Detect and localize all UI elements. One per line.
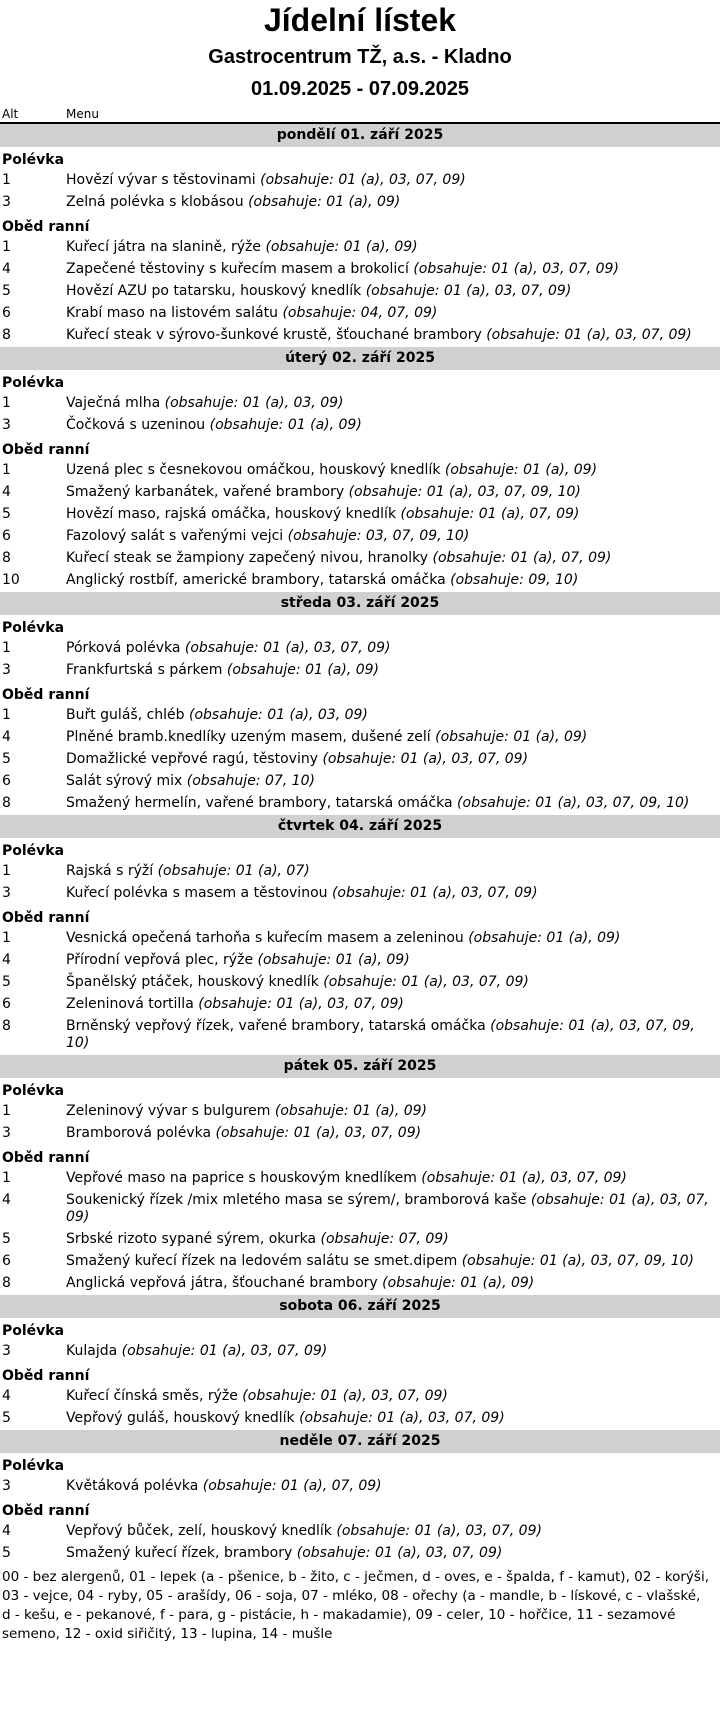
menu-item-alt: 6: [2, 773, 11, 789]
dish-name: Anglická vepřová játra, šťouchané brambory: [66, 1275, 378, 1291]
menu-item-description: [66, 327, 720, 344]
allergen-info: (obsahuje: 01 (a), 03, 07, 09): [322, 751, 529, 767]
menu-item-description: [66, 572, 720, 589]
menu-item-description: [66, 395, 720, 412]
menu-item-row: [0, 325, 720, 347]
dish-name: Kuřecí polévka s masem a těstovinou: [66, 885, 328, 901]
day-header: pondělí 01. září 2025: [0, 124, 720, 147]
menu-item-row: [0, 1386, 720, 1408]
menu-item-alt: 6: [2, 1253, 11, 1269]
allergen-info: (obsahuje: 01 (a), 03, 07, 09): [296, 1545, 503, 1561]
menu-item-alt: 6: [2, 996, 11, 1012]
column-header: [0, 104, 720, 124]
menu-item-description: [66, 1523, 720, 1540]
dish-name: Vepřový bůček, zelí, houskový knedlík: [66, 1523, 332, 1539]
dish-name: Hovězí maso, rajská omáčka, houskový knedlík: [66, 506, 397, 522]
dish-name: Zapečené těstoviny s kuřecím masem a brokolicí: [66, 261, 409, 277]
dish-name: Domažlické vepřové ragú, těstoviny: [66, 751, 318, 767]
menu-item-alt: 1: [2, 863, 11, 879]
menu-item-alt: 4: [2, 1388, 11, 1404]
dish-name: Pórková polévka: [66, 640, 181, 656]
menu-item-alt: 1: [2, 239, 11, 255]
dish-name: Kuřecí steak v sýrovo-šunkové krustě, šťouchané brambory: [66, 327, 482, 343]
column-alt-label: Alt: [2, 107, 19, 121]
menu-item-alt: 4: [2, 1523, 11, 1539]
dish-name: Vepřové maso na paprice s houskovým knedlíkem: [66, 1170, 417, 1186]
allergen-info: (obsahuje: 01 (a), 09): [248, 194, 401, 210]
allergen-info: (obsahuje: 01 (a), 07, 09): [400, 506, 580, 522]
menu-item-row: [0, 1521, 720, 1543]
menu-item-row: [0, 727, 720, 749]
menu-item-description: [66, 172, 720, 189]
menu-item-alt: 1: [2, 707, 11, 723]
menu-item-alt: 4: [2, 1192, 11, 1208]
menu-item-row: [0, 192, 720, 214]
menu-item-alt: 4: [2, 261, 11, 277]
menu-item-description: [66, 528, 720, 545]
menu-item-description: [66, 930, 720, 947]
allergen-info: (obsahuje: 01 (a), 03, 07, 09): [421, 1170, 627, 1186]
menu-item-row: [0, 1273, 720, 1295]
dish-name: Kuřecí čínská směs, rýže: [66, 1388, 238, 1404]
dish-name: Zelná polévka s klobásou: [66, 194, 244, 210]
allergen-info: (obsahuje: 01 (a), 03, 07, 09): [66, 1192, 709, 1225]
dish-name: Uzená plec s česnekovou omáčkou, houskový knedlík: [66, 462, 441, 478]
allergen-info: (obsahuje: 01 (a), 07): [157, 863, 310, 879]
category-heading: Polévka: [2, 152, 65, 168]
allergen-info: (obsahuje: 01 (a), 07, 09): [432, 550, 612, 566]
menu-item-description: [66, 1388, 720, 1405]
menu-item-row: [0, 1476, 720, 1498]
menu-item-row: [0, 570, 720, 592]
dish-name: Srbské rizoto sypané sýrem, okurka: [66, 1231, 317, 1247]
menu-item-description: [66, 283, 720, 300]
dish-name: Hovězí AZU po tatarsku, houskový knedlík: [66, 283, 362, 299]
menu-item-row: [0, 482, 720, 504]
allergen-info: (obsahuje: 01 (a), 09): [209, 417, 362, 433]
menu-item-alt: 1: [2, 172, 11, 188]
menu-item-description: [66, 974, 720, 991]
dish-name: Salát sýrový mix: [66, 773, 183, 789]
menu-item-description: [66, 239, 720, 256]
menu-item-row: [0, 771, 720, 793]
menu-item-alt: 5: [2, 974, 11, 990]
menu-item-alt: 1: [2, 1103, 11, 1119]
day-header: středa 03. září 2025: [0, 592, 720, 615]
menu-item-row: [0, 1168, 720, 1190]
dish-name: Kuřecí játra na slanině, rýže: [66, 239, 262, 255]
allergen-info: (obsahuje: 01 (a), 03, 07, 09): [336, 1523, 542, 1539]
allergen-info: (obsahuje: 01 (a), 03, 07, 09): [413, 261, 619, 277]
menu-item-alt: 8: [2, 1018, 11, 1034]
dish-name: Krabí maso na listovém salátu: [66, 305, 278, 321]
menu-item-description: [66, 305, 720, 322]
menu-item-row: [0, 705, 720, 727]
menu-item-description: [66, 550, 720, 567]
menu-item-description: [66, 707, 720, 724]
category-heading: Polévka: [2, 1323, 65, 1339]
dish-name: Bramborová polévka: [66, 1125, 212, 1141]
category-heading: Oběd ranní: [2, 219, 90, 235]
menu-item-alt: 4: [2, 484, 11, 500]
menu-item-description: [66, 1343, 720, 1360]
dish-name: Kuřecí steak se žampiony zapečený nivou, hranolky: [66, 550, 429, 566]
menu-item-alt: 4: [2, 729, 11, 745]
allergen-info: (obsahuje: 01 (a), 09): [265, 239, 418, 255]
menu-item-row: [0, 460, 720, 482]
dish-name: Brněnský vepřový řízek, vařené brambory, tatarská omáčka: [66, 1018, 486, 1034]
dish-name: Zeleninová tortilla: [66, 996, 194, 1012]
menu-item-alt: 1: [2, 930, 11, 946]
menu-item-alt: 8: [2, 795, 11, 811]
category-heading: Oběd ranní: [2, 442, 90, 458]
allergen-info: (obsahuje: 01 (a), 03, 07, 09): [299, 1410, 505, 1426]
allergen-info: (obsahuje: 07, 09): [320, 1231, 449, 1247]
menu-item-description: [66, 996, 720, 1013]
column-menu-label: Menu: [66, 107, 99, 121]
category-heading: Oběd ranní: [2, 687, 90, 703]
menu-item-row: [0, 259, 720, 281]
category-heading: Oběd ranní: [2, 910, 90, 926]
allergen-info: (obsahuje: 01 (a), 09): [257, 952, 410, 968]
allergen-info: (obsahuje: 01 (a), 03, 07, 09): [323, 974, 529, 990]
allergen-info: (obsahuje: 01 (a), 03, 07, 09): [198, 996, 404, 1012]
menu-item-description: [66, 462, 720, 479]
menu-item-row: [0, 526, 720, 548]
allergen-info: (obsahuje: 01 (a), 03, 07, 09, 10): [348, 484, 581, 500]
menu-item-row: [0, 1190, 720, 1229]
dish-name: Plněné bramb.knedlíky uzeným masem, dušené zelí: [66, 729, 431, 745]
allergen-info: (obsahuje: 01 (a), 03, 07, 09): [242, 1388, 448, 1404]
allergen-info: (obsahuje: 01 (a), 09): [468, 930, 621, 946]
dish-name: Fazolový salát s vařenými vejci: [66, 528, 284, 544]
menu-item-description: [66, 1125, 720, 1142]
menu-item-row: [0, 950, 720, 972]
dish-name: Vesnická opečená tarhoňa s kuřecím masem a zeleninou: [66, 930, 464, 946]
menu-item-alt: 8: [2, 327, 11, 343]
menu-item-row: [0, 638, 720, 660]
menu-item-alt: 1: [2, 640, 11, 656]
menu-item-alt: 5: [2, 1545, 11, 1561]
allergen-info: (obsahuje: 01 (a), 03, 07, 09, 10): [66, 1018, 695, 1051]
menu-item-alt: 8: [2, 1275, 11, 1291]
menu-item-alt: 8: [2, 550, 11, 566]
menu-item-row: [0, 1123, 720, 1145]
dish-name: Soukenický řízek /mix mletého masa se sýrem/, bramborová kaše: [66, 1192, 527, 1208]
dish-name: Smažený kuřecí řízek, brambory: [66, 1545, 293, 1561]
menu-header: [0, 0, 720, 104]
allergen-info: (obsahuje: 07, 10): [186, 773, 315, 789]
page-title: Jídelní lístek: [263, 2, 457, 38]
menu-item-alt: 1: [2, 395, 11, 411]
dish-name: Hovězí vývar s těstovinami: [66, 172, 256, 188]
menu-item-description: [66, 1192, 720, 1226]
dish-name: Smažený hermelín, vařené brambory, tatarská omáčka: [66, 795, 453, 811]
menu-item-alt: 5: [2, 283, 11, 299]
menu-item-description: [66, 194, 720, 211]
menu-item-row: [0, 415, 720, 437]
menu-item-alt: 3: [2, 1125, 11, 1141]
menu-item-row: [0, 548, 720, 570]
menu-item-alt: 4: [2, 952, 11, 968]
day-header: pátek 05. září 2025: [0, 1055, 720, 1078]
allergen-info: (obsahuje: 01 (a), 03, 07, 09): [331, 885, 538, 901]
menu-item-description: [66, 863, 720, 880]
menu-item-row: [0, 994, 720, 1016]
day-header: sobota 06. září 2025: [0, 1295, 720, 1318]
dish-name: Čočková s uzeninou: [66, 417, 206, 433]
menu-item-description: [66, 640, 720, 657]
day-header: neděle 07. září 2025: [0, 1430, 720, 1453]
dish-name: Zeleninový vývar s bulgurem: [66, 1103, 271, 1119]
menu-item-description: [66, 1478, 720, 1495]
allergen-info: (obsahuje: 01 (a), 09): [226, 662, 380, 678]
restaurant-name: Gastrocentrum TŽ, a.s. - Kladno: [208, 46, 512, 68]
menu-item-description: [66, 506, 720, 523]
category-heading: Polévka: [2, 620, 65, 636]
menu-item-row: [0, 1543, 720, 1565]
menu-item-description: [66, 1103, 720, 1120]
menu-item-row: [0, 660, 720, 682]
menu-item-row: [0, 504, 720, 526]
day-header: úterý 02. září 2025: [0, 347, 720, 370]
menu-item-row: [0, 883, 720, 905]
menu-item-description: [66, 1410, 720, 1427]
menu-item-description: [66, 773, 720, 790]
menu-item-alt: 5: [2, 506, 11, 522]
allergen-info: (obsahuje: 01 (a), 09): [382, 1275, 535, 1291]
category-heading: Oběd ranní: [2, 1368, 90, 1384]
dish-name: Smažený karbanátek, vařené brambory: [66, 484, 345, 500]
dish-name: Květáková polévka: [66, 1478, 199, 1494]
menu-item-row: [0, 1229, 720, 1251]
menu-days: [0, 124, 720, 1565]
menu-item-alt: 10: [2, 572, 20, 588]
allergen-info: (obsahuje: 04, 07, 09): [282, 305, 438, 321]
menu-item-alt: 1: [2, 1170, 11, 1186]
allergen-info: (obsahuje: 01 (a), 03, 07, 09): [260, 172, 466, 188]
dish-name: Frankfurtská s párkem: [66, 662, 223, 678]
menu-item-row: [0, 393, 720, 415]
menu-item-row: [0, 1251, 720, 1273]
day-header: čtvrtek 04. září 2025: [0, 815, 720, 838]
menu-item-row: [0, 793, 720, 815]
menu-item-row: [0, 303, 720, 325]
menu-item-alt: 3: [2, 1343, 11, 1359]
menu-item-alt: 3: [2, 1478, 11, 1494]
menu-item-description: [66, 751, 720, 768]
dish-name: Kulajda: [66, 1343, 118, 1359]
dish-name: Přírodní vepřová plec, rýže: [66, 952, 254, 968]
allergen-info: (obsahuje: 01 (a), 03, 07, 09, 10): [461, 1253, 694, 1269]
menu-item-row: [0, 237, 720, 259]
menu-item-description: [66, 1275, 720, 1292]
menu-item-row: [0, 1408, 720, 1430]
allergen-info: (obsahuje: 01 (a), 03, 07, 09): [184, 640, 391, 656]
menu-item-description: [66, 1231, 720, 1248]
dish-name: Smažený kuřecí řízek na ledovém salátu se smet.dipem: [66, 1253, 458, 1269]
dish-name: Anglický rostbíf, americké brambory, tatarská omáčka: [66, 572, 446, 588]
menu-item-row: [0, 281, 720, 303]
allergen-legend: 00 - bez alergenů, 01 - lepek (a - pšenice, b - žito, c - ječmen, d - oves, e - špalda, f - kamut), 02 - korýši, 03 - vejce, 04 - ryby, 05 - arašídy, 06 - soja, 07 - mléko, 08 - ořechy (a - mandle, b - lískové, c - vlašské, d - kešu, e - pekanové, f - para, g - pistácie, h - makadamie), 09 - celer, 10 - hořčice, 11 - sezamové semeno, 12 - oxid siřičitý, 13 - lupina, 14 - mušle: [2, 1569, 709, 1642]
menu-item-row: [0, 170, 720, 192]
category-heading: Polévka: [2, 1083, 65, 1099]
menu-item-row: [0, 1341, 720, 1363]
allergen-info: (obsahuje: 01 (a), 03, 09): [164, 395, 344, 411]
allergen-info: (obsahuje: 01 (a), 03, 07, 09): [365, 283, 572, 299]
allergen-info: (obsahuje: 01 (a), 03, 07, 09, 10): [457, 795, 690, 811]
menu-item-description: [66, 952, 720, 969]
allergen-info: (obsahuje: 01 (a), 03, 07, 09): [121, 1343, 328, 1359]
menu-item-description: [66, 261, 720, 278]
menu-item-alt: 6: [2, 528, 11, 544]
menu-item-description: [66, 662, 720, 679]
menu-item-row: [0, 749, 720, 771]
category-heading: Oběd ranní: [2, 1150, 90, 1166]
menu-item-description: [66, 1170, 720, 1187]
allergen-info: (obsahuje: 01 (a), 03, 07, 09): [486, 327, 692, 343]
menu-item-row: [0, 1016, 720, 1055]
dish-name: Buřt guláš, chléb: [66, 707, 185, 723]
dish-name: Vepřový guláš, houskový knedlík: [66, 1410, 295, 1426]
category-heading: Polévka: [2, 843, 65, 859]
menu-item-row: [0, 972, 720, 994]
allergen-info: (obsahuje: 01 (a), 03, 07, 09): [215, 1125, 422, 1141]
menu-item-alt: 3: [2, 662, 11, 678]
menu-item-description: [66, 1253, 720, 1270]
allergen-info: (obsahuje: 09, 10): [450, 572, 579, 588]
category-heading: Oběd ranní: [2, 1503, 90, 1519]
dish-name: Rajská s rýží: [66, 863, 154, 879]
menu-item-description: [66, 885, 720, 902]
dish-name: Vaječná mlha: [66, 395, 161, 411]
category-heading: Polévka: [2, 1458, 65, 1474]
menu-item-row: [0, 1101, 720, 1123]
menu-item-alt: 3: [2, 885, 11, 901]
menu-item-description: [66, 1545, 720, 1562]
menu-item-description: [66, 417, 720, 434]
menu-item-alt: 1: [2, 462, 11, 478]
menu-item-row: [0, 928, 720, 950]
menu-item-description: [66, 795, 720, 812]
allergen-info: (obsahuje: 01 (a), 03, 09): [189, 707, 368, 723]
menu-item-alt: 5: [2, 751, 11, 767]
allergen-info: (obsahuje: 01 (a), 07, 09): [202, 1478, 382, 1494]
allergen-info: (obsahuje: 01 (a), 09): [274, 1103, 428, 1119]
allergen-info: (obsahuje: 01 (a), 09): [444, 462, 598, 478]
menu-item-row: [0, 861, 720, 883]
menu-item-description: [66, 484, 720, 501]
menu-item-alt: 3: [2, 194, 11, 210]
menu-item-alt: 3: [2, 417, 11, 433]
allergen-info: (obsahuje: 03, 07, 09, 10): [287, 528, 470, 544]
menu-item-alt: 5: [2, 1231, 11, 1247]
menu-item-alt: 6: [2, 305, 11, 321]
category-heading: Polévka: [2, 375, 65, 391]
dish-name: Španělský ptáček, houskový knedlík: [66, 974, 319, 990]
date-range: 01.09.2025 - 07.09.2025: [251, 78, 469, 100]
menu-item-description: [66, 1018, 720, 1052]
menu-item-alt: 5: [2, 1410, 11, 1426]
menu-item-description: [66, 729, 720, 746]
allergen-info: (obsahuje: 01 (a), 09): [435, 729, 588, 745]
